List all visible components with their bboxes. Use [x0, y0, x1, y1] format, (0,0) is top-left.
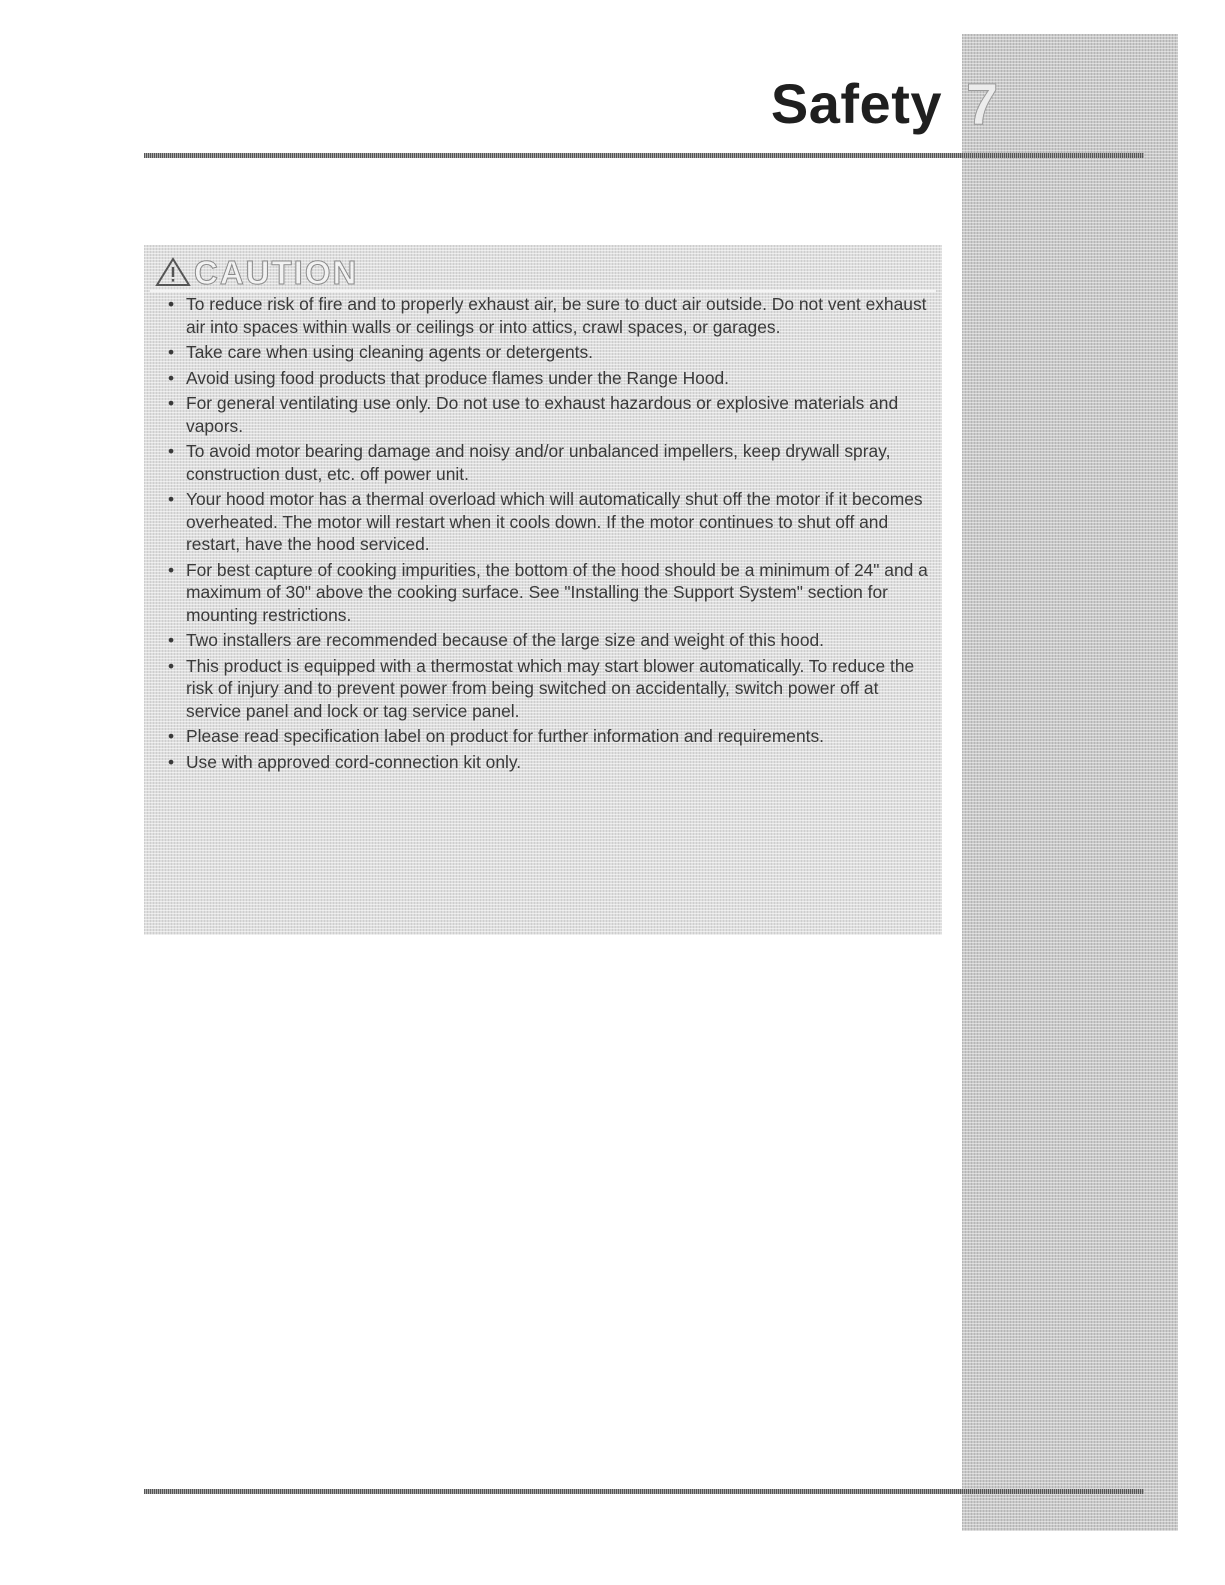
caution-divider [150, 290, 936, 292]
caution-item [164, 725, 934, 748]
bullet-icon: • [168, 630, 175, 650]
caution-item [164, 629, 934, 652]
caution-item-text: Your hood motor has a thermal overload which will automatically shut off the motor if it becomes overheated. The motor will restart when it cools down. If the motor continues to shut off and restart, have the hood serviced. [186, 489, 923, 554]
bullet-icon: • [168, 367, 175, 388]
caution-header [154, 254, 358, 290]
caution-item [164, 440, 934, 485]
bullet-icon: • [168, 559, 175, 580]
caution-item-text: To reduce risk of fire and to properly exhaust air, be sure to duct air outside. Do not vent exhaust air into spaces within walls or ceilings or into attics, crawl spaces, or garages. [186, 294, 927, 337]
bullet-icon: • [168, 655, 175, 676]
bullet-icon: • [168, 294, 175, 314]
caution-item-text: Take care when using cleaning agents or detergents. [186, 342, 594, 362]
caution-list [164, 293, 934, 776]
caution-item [164, 488, 934, 556]
bullet-icon: • [168, 751, 175, 772]
caution-item-text: For best capture of cooking impurities, the bottom of the hood should be a minimum of 24" and a maximum of 30" above the cooking surface. See "Installing the Support System" section for mounting restrictions. [186, 559, 928, 625]
bullet-icon: • [168, 726, 175, 746]
footer-rule [144, 1489, 1144, 1494]
caution-item-text: This product is equipped with a thermostat which may start blower automatically. To reduce the risk of injury and to prevent power from being switched on accidentally, switch power off at service panel and lock or tag service panel. [186, 655, 915, 721]
caution-item-text: Two installers are recommended because of the large size and weight of this hood. [186, 630, 825, 650]
bullet-icon: • [168, 489, 175, 509]
caution-item [164, 751, 934, 774]
page-title: Safety [770, 72, 942, 135]
header-rule [144, 153, 1144, 158]
bullet-icon: • [168, 393, 175, 413]
page-number: 7 [966, 72, 999, 137]
warning-triangle-icon [154, 256, 192, 288]
caution-item-text: Please read specification label on product for further information and requirements. [186, 726, 825, 746]
caution-item [164, 559, 934, 627]
caution-item-text: To avoid motor bearing damage and noisy and/or unbalanced impellers, keep drywall spray, construction dust, etc. off power unit. [186, 441, 891, 484]
caution-item-text: Avoid using food products that produce flames under the Range Hood. [186, 367, 730, 388]
caution-heading: CAUTION [194, 253, 359, 291]
caution-item-text: Use with approved cord-connection kit only. [186, 751, 522, 772]
caution-item [164, 392, 934, 437]
caution-item-text: For general ventilating use only. Do not use to exhaust hazardous or explosive materials and vapors. [186, 393, 899, 436]
side-tab-strip [962, 34, 1178, 1531]
caution-box [144, 245, 942, 935]
bullet-icon: • [168, 342, 175, 362]
bullet-icon: • [168, 441, 175, 461]
caution-item [164, 341, 934, 364]
caution-item [164, 293, 934, 338]
caution-item [164, 655, 934, 723]
caution-item [164, 367, 934, 390]
